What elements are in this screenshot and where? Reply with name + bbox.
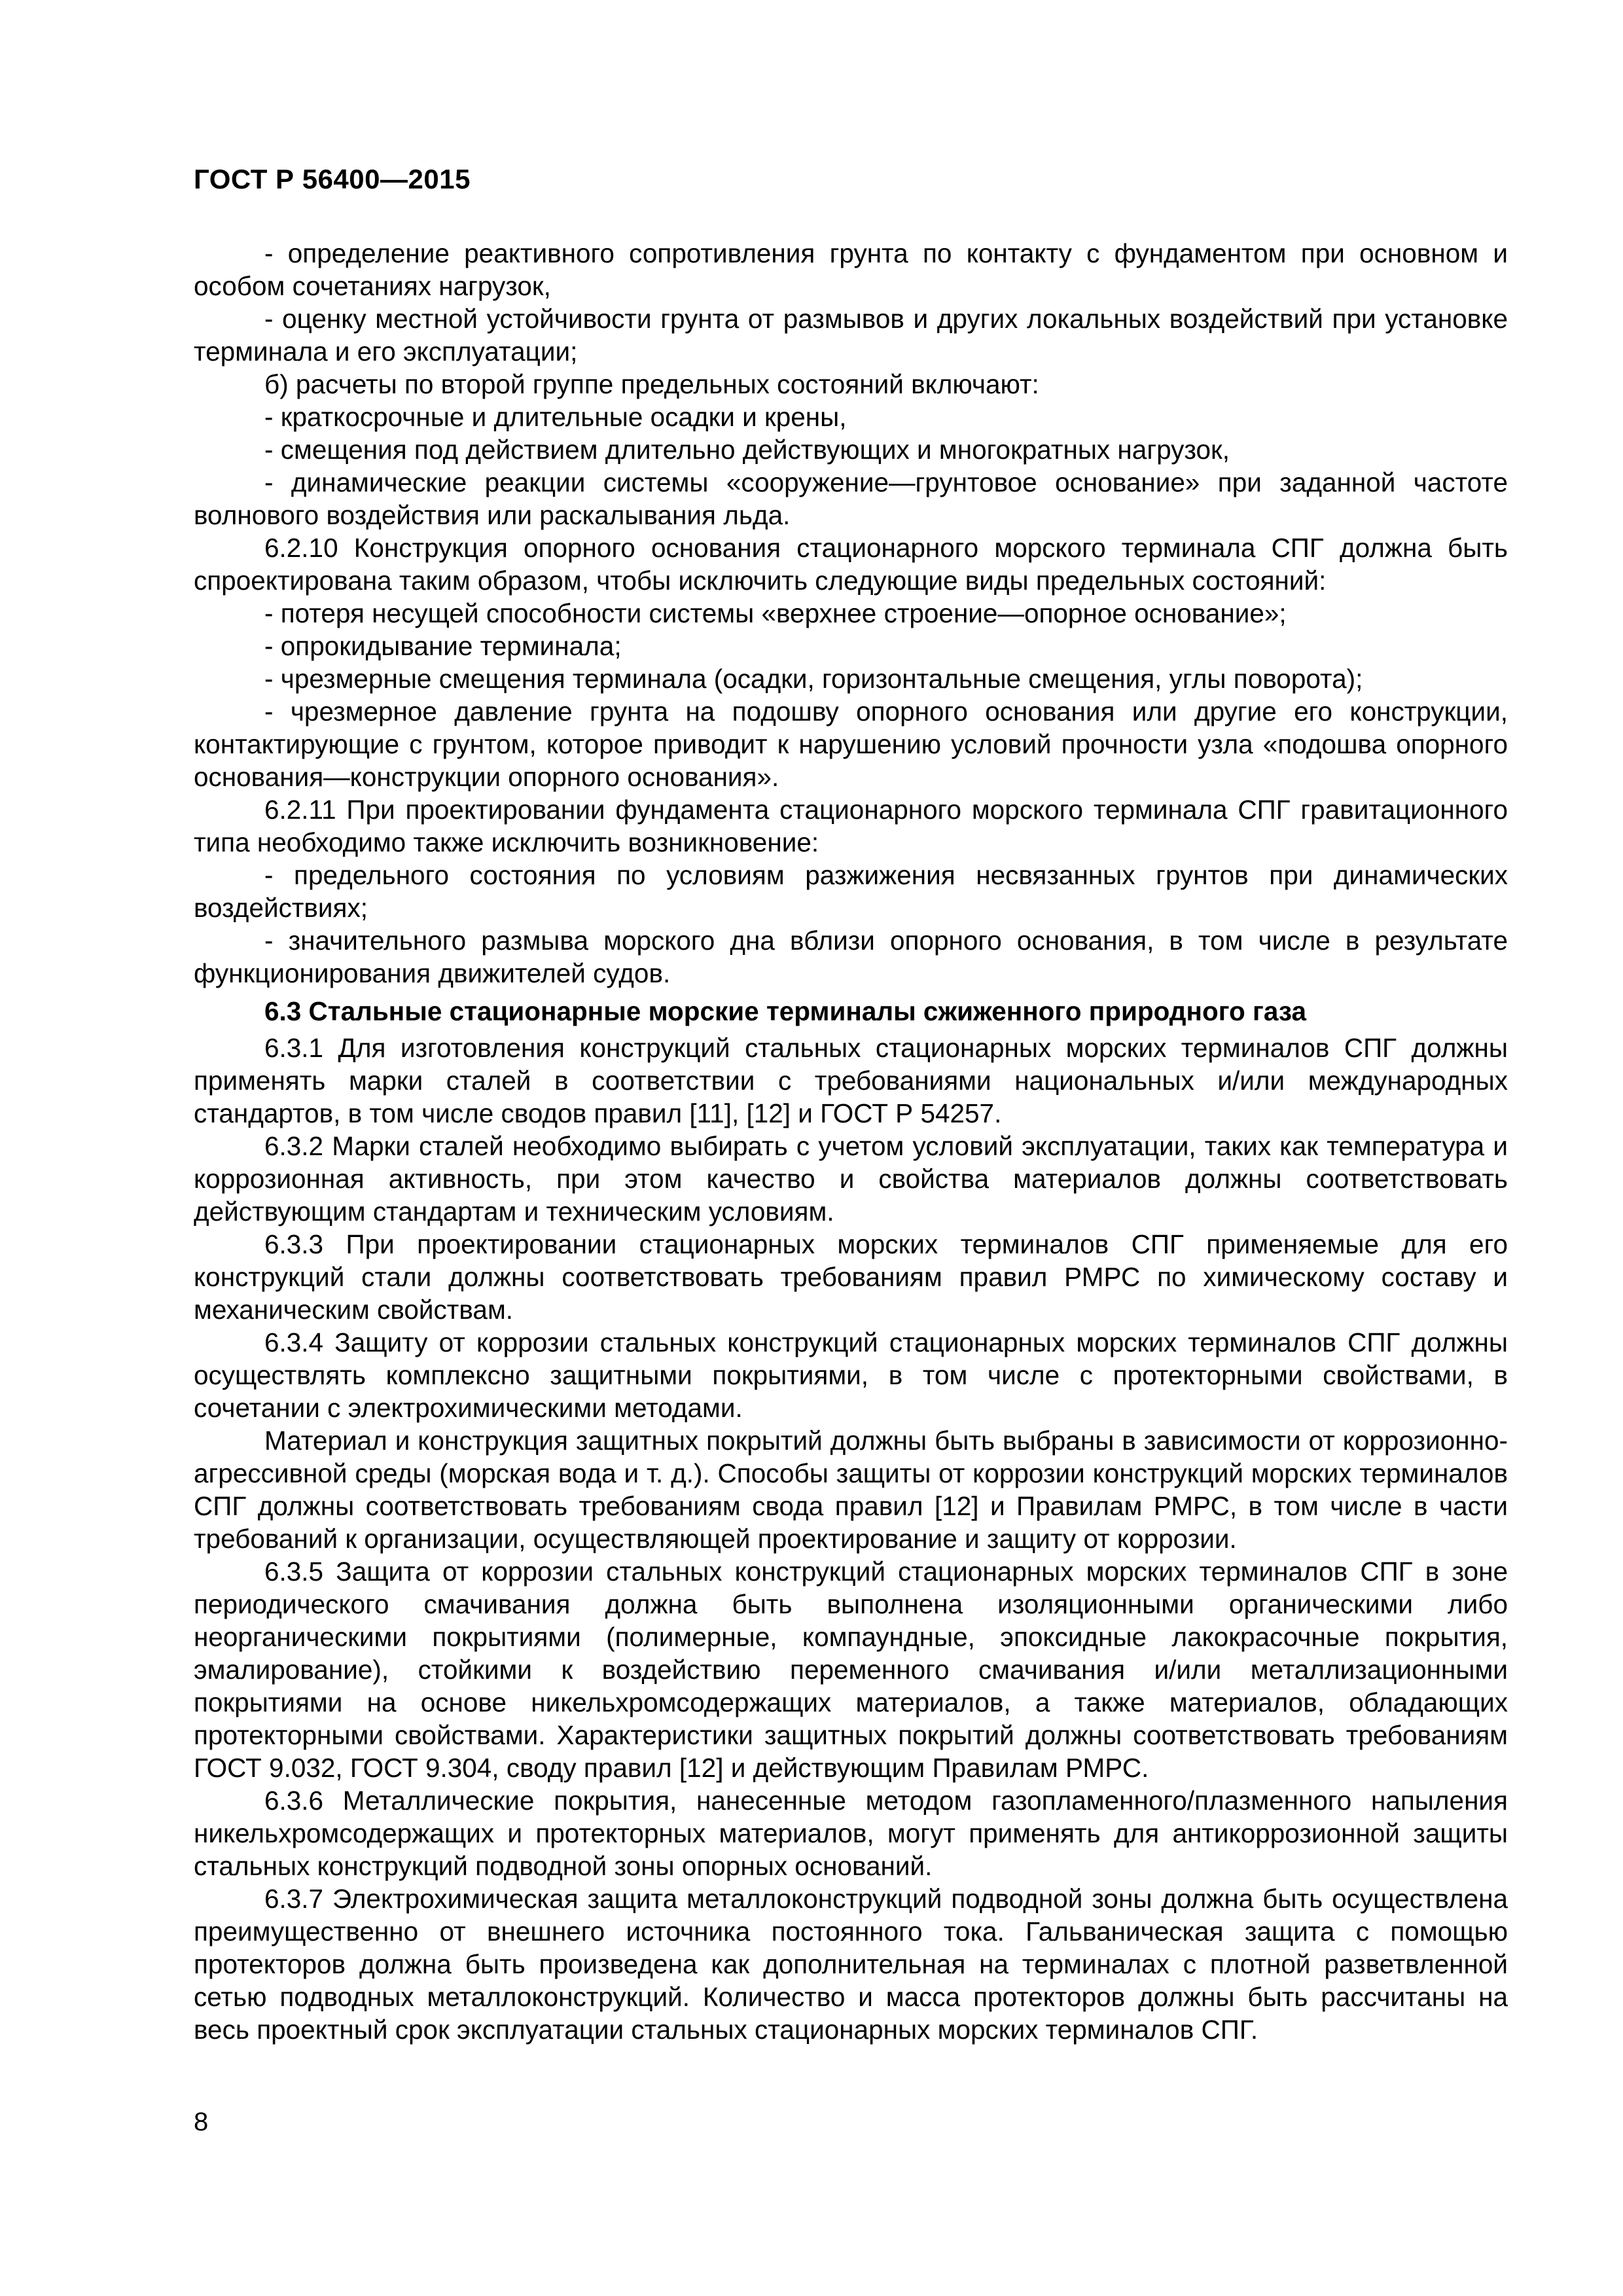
- page-number: 8: [194, 2108, 209, 2136]
- paragraph: 6.3.7 Электрохимическая защита металлоконструкций подводной зоны должна быть осуществлена преимущественно от внешнего источника постоянного тока. Гальваническая защита с помощью протекторов должна быть произведена как дополнительная на терминалах с плотной разветвленной сетью подводных металлоконструкций. Количество и масса протекторов должны быть рассчитаны на весь проектный срок эксплуатации стальных стационарных морских терминалов СПГ.: [194, 1884, 1508, 2045]
- paragraph: 6.2.10 Конструкция опорного основания стационарного морского терминала СПГ должна быть спроектирована таким образом, чтобы исключить следующие виды предельных состояний:: [194, 533, 1508, 596]
- paragraph: - динамические реакции системы «сооружение—грунтовое основание» при заданной частоте волнового воздействия или раскалывания льда.: [194, 467, 1508, 530]
- paragraph: - определение реактивного сопротивления грунта по контакту с фундаментом при основном и особом сочетаниях нагрузок,: [194, 238, 1508, 301]
- paragraph: 6.3.4 Защиту от коррозии стальных конструкций стационарных морских терминалов СПГ должны осуществлять комплексно защитными покрытиями, в том числе с протекторными свойствами, в сочетании с электрохимическими методами.: [194, 1327, 1508, 1423]
- paragraph: - опрокидывание терминала;: [264, 631, 622, 661]
- paragraph: Материал и конструкция защитных покрытий должны быть выбраны в зависимости от коррозионно-агрессивной среды (морская вода и т. д.). Способы защиты от коррозии конструкций морских терминалов СПГ должны соответствовать требованиям свода правил [12] и Правилам РМРС, в том числе в части требований к организации, осуществляющей проектирование и защиту от коррозии.: [194, 1426, 1508, 1554]
- paragraph: 6.2.11 При проектировании фундамента стационарного морского терминала СПГ гравитационного типа необходимо также исключить возникновение:: [194, 795, 1508, 857]
- paragraph: - предельного состояния по условиям разжижения несвязанных грунтов при динамических воздействиях;: [194, 860, 1508, 923]
- paragraph: - значительного размыва морского дна вблизи опорного основания, в том числе в результате функционирования движителей судов.: [194, 925, 1508, 988]
- paragraph: 6.3.2 Марки сталей необходимо выбирать с учетом условий эксплуатации, таких как температура и коррозионная активность, при этом качество и свойства материалов должны соответствовать действующим стандартам и техническим условиям.: [194, 1131, 1508, 1227]
- paragraph: 6.3.6 Металлические покрытия, нанесенные методом газопламенного/плазменного напыления никельхромсодержащих и протекторных материалов, могут применять для антикоррозионной защиты стальных конструкций подводной зоны опорных оснований.: [194, 1785, 1508, 1881]
- document-code-header: ГОСТ Р 56400—2015: [194, 164, 471, 194]
- paragraph: 6.3.3 При проектировании стационарных морских терминалов СПГ применяемые для его конструкций стали должны соответствовать требованиям правил РМРС по химическому составу и механическим свойствам.: [194, 1229, 1508, 1325]
- paragraph: - краткосрочные и длительные осадки и крены,: [264, 402, 847, 432]
- paragraph: 6.3.1 Для изготовления конструкций стальных стационарных морских терминалов СПГ должны применять марки сталей в соответствии с требованиями национальных и/или международных стандартов, в том числе сводов правил [11], [12] и ГОСТ Р 54257.: [194, 1033, 1508, 1128]
- paragraph: - потеря несущей способности системы «верхнее строение—опорное основание»;: [264, 598, 1287, 628]
- paragraph: - чрезмерное давление грунта на подошву опорного основания или другие его конструкции, контактирующие с грунтом, которое приводит к нарушению условий прочности узла «подошва опорного основания—конструкции опорного основания».: [194, 696, 1508, 792]
- paragraph: - смещения под действием длительно действующих и многократных нагрузок,: [264, 435, 1230, 465]
- section-heading: 6.3 Стальные стационарные морские терминалы сжиженного природного газа: [264, 996, 1307, 1026]
- paragraph: 6.3.5 Защита от коррозии стальных конструкций стационарных морских терминалов СПГ в зоне периодического смачивания должна быть выполнена изоляционными органическими либо неорганическими покрытиями (полимерные, компаундные, эпоксидные лакокрасочные покрытия, эмалирование), стойкими к воздействию переменного смачивания и/или металлизационными покрытиями на основе никельхромсодержащих материалов, а также материалов, обладающих протекторными свойствами. Характеристики защитных покрытий должны соответствовать требованиям ГОСТ 9.032, ГОСТ 9.304, своду правил [12] и действующим Правилам РМРС.: [194, 1556, 1508, 1783]
- paragraph: б) расчеты по второй группе предельных состояний включают:: [264, 369, 1039, 399]
- paragraph: - чрезмерные смещения терминала (осадки, горизонтальные смещения, углы поворота);: [264, 664, 1363, 694]
- document-body: [194, 237, 1508, 2046]
- paragraph: - оценку местной устойчивости грунта от размывов и других локальных воздействий при установке терминала и его эксплуатации;: [194, 304, 1508, 367]
